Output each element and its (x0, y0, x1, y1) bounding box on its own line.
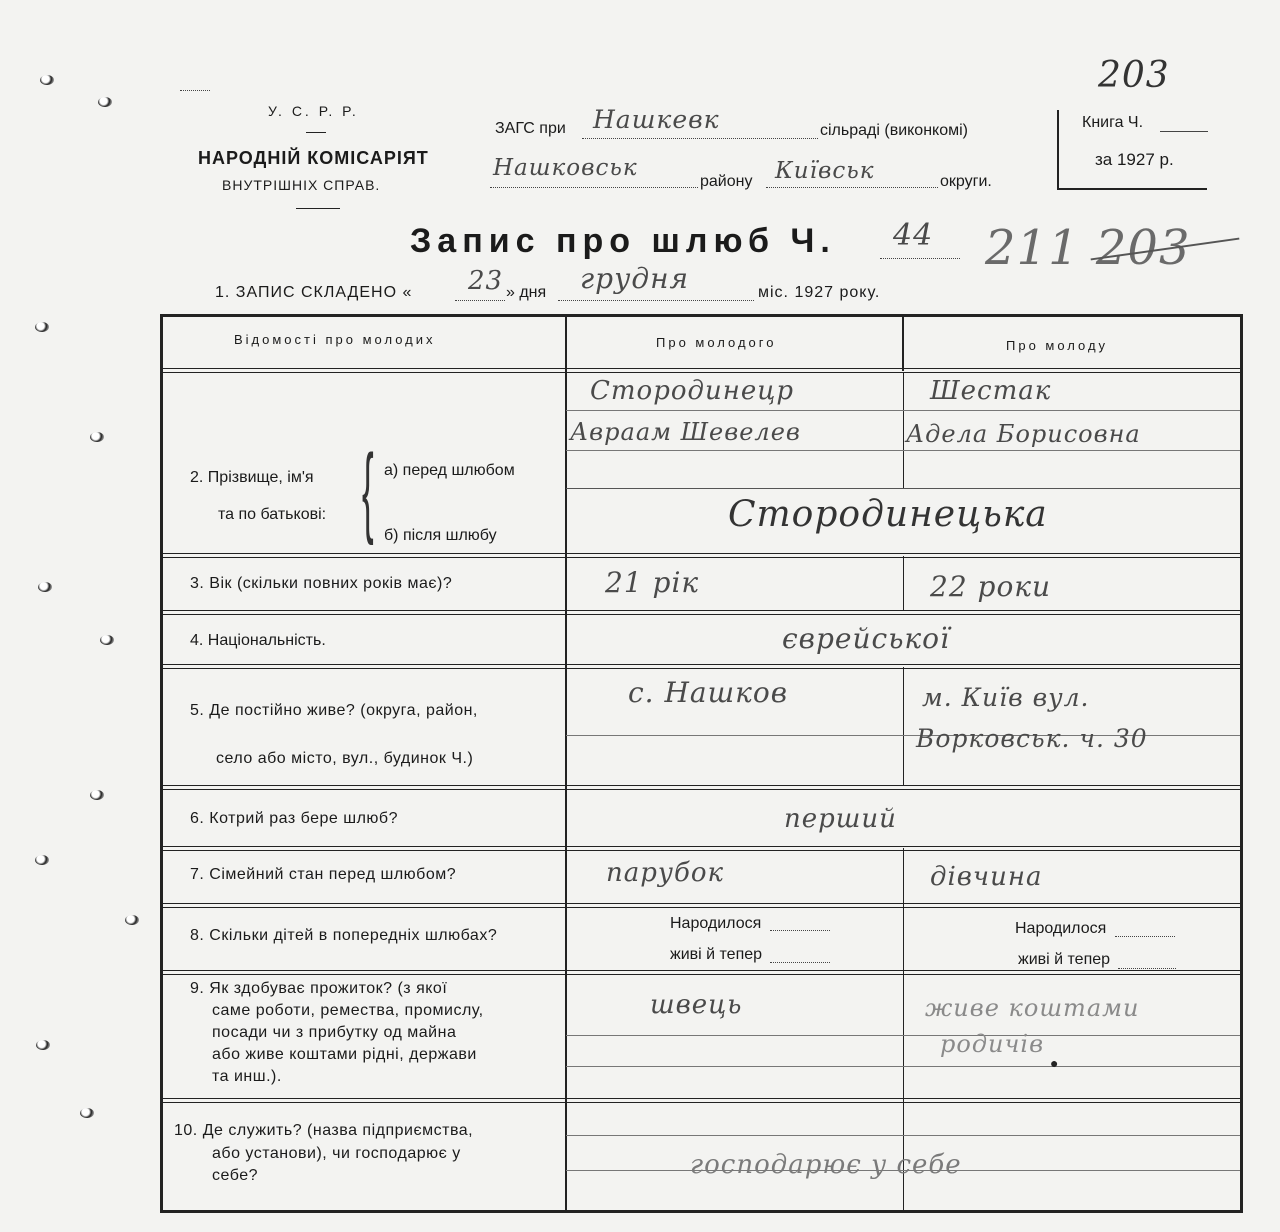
heading-divider (296, 208, 340, 209)
row2-before-label: а) перед шлюбом (384, 462, 515, 479)
row-separator (160, 970, 1242, 971)
row-separator (160, 850, 1242, 851)
zags-prefix: ЗАГС при (495, 120, 566, 137)
punch-hole-mark (36, 1040, 50, 1050)
record-extra-handwritten: 211 203 (985, 220, 1191, 276)
row-separator (160, 553, 1242, 554)
row2-after-label: б) після шлюбу (384, 527, 497, 544)
row5-label-line1: 5. Де постійно живе? (округа, район, (190, 702, 478, 719)
row4-label: 4. Національність. (190, 632, 326, 649)
row-separator (160, 557, 1242, 558)
row-separator (160, 668, 1242, 669)
groom-children-born-line (770, 930, 830, 931)
row5-label-line2: село або місто, вул., будинок Ч.) (216, 750, 474, 767)
republic-heading: У. С. Р. Р. (268, 103, 359, 119)
table-border (1240, 314, 1243, 1213)
groom-marital-status-handwritten: парубок (606, 858, 725, 888)
row7-label: 7. Сімейний стан перед шлюбом? (190, 866, 457, 883)
column-header-bride: Про молоду (1006, 338, 1109, 353)
punch-hole-mark (35, 322, 49, 332)
row8-label: 8. Скільки дітей в попередніх шлюбах? (190, 927, 498, 944)
punch-hole-mark (90, 790, 104, 800)
table-border (160, 314, 163, 1213)
book-box-border (1057, 188, 1207, 190)
row-separator (160, 846, 1242, 847)
cell-guide-line (566, 1066, 1240, 1067)
row-separator (160, 903, 1242, 904)
record-label-end: міс. 1927 року. (758, 284, 881, 301)
column-divider (903, 556, 904, 610)
nationality-handwritten: єврейської (782, 622, 950, 655)
ink-dot: ● (1050, 1055, 1059, 1071)
column-header-groom: Про молодого (656, 335, 777, 350)
cell-guide-line (566, 1135, 1240, 1136)
row-separator (160, 785, 1242, 786)
district-handwritten: Нашковськ (493, 155, 638, 181)
book-year: за 1927 р. (1095, 150, 1174, 169)
row9-label-line3: посади чи з прибутку од майна (212, 1024, 457, 1041)
row9-label-line4: або живе коштами рідні, держави (212, 1046, 477, 1063)
row-separator (160, 610, 1242, 611)
row3-label: 3. Вік (скільки повних років має)? (190, 575, 453, 592)
punch-hole-mark (80, 1108, 94, 1118)
groom-residence-handwritten: с. Нашков (628, 676, 788, 709)
district-label: району (700, 173, 753, 190)
bride-children-born-label: Народилося (1015, 920, 1107, 937)
row9-label-line5: та инш.). (212, 1068, 282, 1085)
bride-surname-handwritten: Шестак (930, 376, 1052, 406)
column-divider (902, 314, 904, 371)
groom-children-born-label: Народилося (670, 915, 762, 932)
punch-hole-mark (98, 97, 112, 107)
groom-children-alive-line (770, 962, 830, 963)
record-month-handwritten: грудня (580, 262, 690, 295)
zags-village-handwritten: Нашкевк (593, 105, 720, 134)
groom-age-handwritten: 21 рік (605, 566, 700, 599)
heading-divider (306, 132, 326, 133)
row10-label-line1: 10. Де служить? (назва підприємства, (174, 1122, 474, 1139)
cell-guide-line (566, 488, 1240, 489)
table-border (160, 1210, 1242, 1213)
record-label-mid: » дня (506, 284, 547, 301)
record-month-line (558, 300, 754, 301)
zags-suffix: сільраді (виконкомі) (820, 122, 968, 139)
row-separator (160, 974, 1242, 975)
book-box-border (1057, 110, 1059, 190)
record-number-handwritten: 44 (893, 218, 934, 253)
row2-label-line2: та по батькові: (218, 506, 327, 523)
okrug-line (766, 187, 938, 188)
bride-children-born-line (1115, 936, 1175, 937)
row2-brace: { (362, 434, 374, 546)
workplace-handwritten: господарює у себе (690, 1150, 962, 1180)
row9-label-line2: саме роботи, ремества, промислу, (212, 1002, 484, 1019)
bride-name-handwritten: Адела Борисовна (906, 420, 1141, 448)
table-border (160, 314, 1242, 317)
row10-label-line2: або установи), чи господарює у (212, 1145, 461, 1162)
bride-livelihood-line2-handwritten: родичів (940, 1030, 1045, 1058)
groom-children-alive-label: живі й тепер (670, 946, 763, 963)
ministry-heading: НАРОДНІЙ КОМІСАРІЯТ (198, 148, 429, 168)
cell-guide-line (566, 1035, 1240, 1036)
zags-village-line (582, 138, 818, 139)
bride-livelihood-line1-handwritten: живе коштами (925, 994, 1140, 1022)
groom-name-handwritten: Авраам Шевелев (570, 418, 801, 446)
row-separator (160, 368, 1242, 369)
row-separator (160, 614, 1242, 615)
column-divider (903, 667, 904, 785)
record-day-handwritten: 23 (468, 266, 504, 296)
surname-after-handwritten: Стородинецька (728, 494, 1048, 535)
column-divider (565, 314, 567, 1213)
row-separator (160, 907, 1242, 908)
top-dotted-rule (180, 90, 210, 91)
cell-guide-line (566, 450, 1240, 451)
punch-hole-mark (90, 432, 104, 442)
row6-label: 6. Котрий раз бере шлюб? (190, 810, 398, 827)
groom-surname-handwritten: Стородинецр (590, 376, 795, 406)
marriage-count-handwritten: перший (784, 804, 897, 834)
row9-label-line1: 9. Як здобуває прожиток? (з якої (190, 980, 448, 997)
row-separator (160, 664, 1242, 665)
row2-label-line1: 2. Прізвище, ім'я (190, 469, 314, 486)
punch-hole-mark (35, 855, 49, 865)
record-day-line (455, 300, 505, 301)
record-number-line (880, 258, 960, 259)
punch-hole-mark (40, 75, 54, 85)
record-label-start: 1. ЗАПИС СКЛАДЕНО « (215, 284, 413, 301)
district-line (490, 187, 698, 188)
row-separator (160, 1102, 1242, 1103)
column-divider (903, 372, 904, 488)
bride-marital-status-handwritten: дівчина (930, 862, 1043, 892)
punch-hole-mark (38, 582, 52, 592)
bride-age-handwritten: 22 роки (930, 570, 1052, 603)
okrug-label: округи. (940, 173, 992, 190)
punch-hole-mark (125, 915, 139, 925)
bride-residence-line2-handwritten: Ворковськ. ч. 30 (916, 724, 1148, 753)
bride-children-alive-label: живі й тепер (1018, 951, 1111, 968)
book-number-line (1160, 131, 1208, 132)
book-label: Книга Ч. (1082, 114, 1144, 131)
column-header-info: Відомості про молодих (234, 332, 436, 347)
bride-children-alive-line (1118, 968, 1176, 969)
row10-label-line3: себе? (212, 1167, 258, 1184)
groom-livelihood-handwritten: швець (650, 990, 743, 1020)
row-separator (160, 372, 1242, 373)
okrug-handwritten: Київськ (775, 158, 875, 184)
row-separator (160, 1098, 1242, 1099)
cell-guide-line (566, 410, 1240, 411)
document-title: Запис про шлюб Ч. (410, 222, 836, 260)
page-number-handwritten: 203 (1098, 55, 1170, 96)
bride-residence-line1-handwritten: м. Київ вул. (922, 683, 1090, 712)
ministry-subheading: ВНУТРІШНІХ СПРАВ. (222, 177, 381, 193)
punch-hole-mark (100, 635, 114, 645)
row-separator (160, 789, 1242, 790)
